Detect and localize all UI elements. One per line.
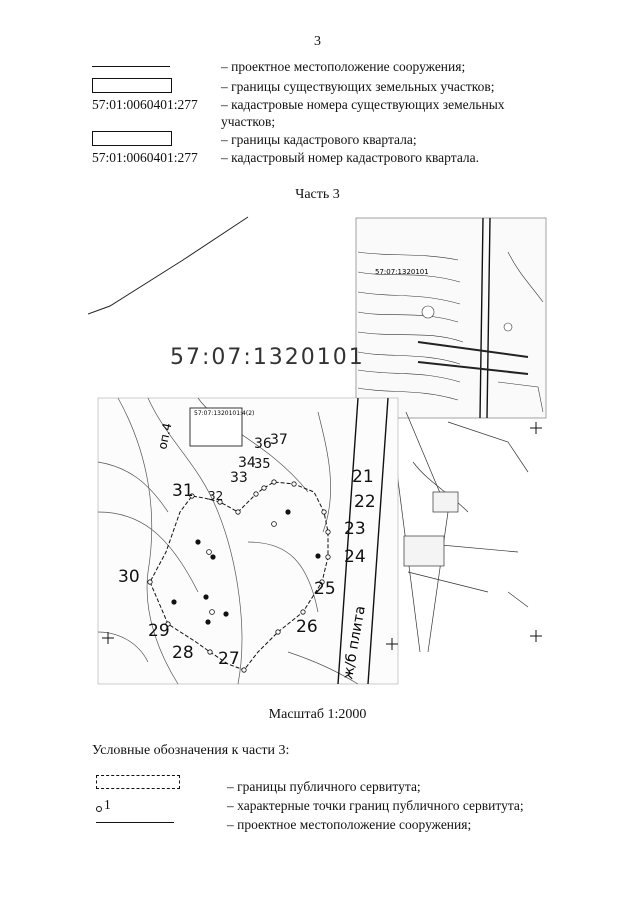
part3-legend-title: Условные обозначения к части 3: [92,743,290,758]
point-label-31: 31 [172,481,194,501]
point-label-29: 29 [148,621,170,641]
legend-text-parcels: – границы существующих земельных участков; [221,79,495,94]
point-label-27: 27 [218,649,240,669]
point-label-22: 22 [354,492,376,512]
legend-quarter-number-sample: 57:01:0060401:277 [92,150,198,165]
quarter-label: 57:07:1320101 [170,345,365,370]
point-label-34: 34 [238,455,256,471]
legend-text-easement-boundary: – границы публичного сервитута; [227,779,421,794]
map-svg [88,212,548,687]
cadastral-map [88,212,548,687]
legend-quarter-rect-symbol [92,131,172,146]
point-label-30: 30 [118,567,140,587]
legend-text-quarter: – границы кадастрового квартала; [221,132,417,147]
point-label-25: 25 [314,579,336,599]
legend-text-cadastral-numbers: – кадастровые номера существующих земельных [221,97,505,112]
point-label-35: 35 [254,457,271,472]
lower-topographic-strip [388,402,528,652]
topographic-strip [356,218,546,418]
point-label-32: 32 [208,489,224,503]
point-label-23: 23 [344,519,366,539]
map-scale: Масштаб 1:2000 [268,707,367,722]
legend-easement-dashed-symbol [96,775,180,789]
legend-text-structure: – проектное местоположение сооружения; [221,59,466,74]
page-number: 3 [314,34,321,49]
legend-text-easement-points: – характерные точки границ публичного сервитута; [227,798,524,813]
edge-crosses [530,422,542,642]
point-label-36: 36 [254,436,272,452]
road-label: ж/б плита [340,604,369,681]
parcel-label: 57:07:1320101:4(2) [194,410,255,417]
point-label-21: 21 [352,467,374,487]
legend-text-cadastral-numbers-cont: участков; [221,114,276,129]
point-label-28: 28 [172,643,194,663]
point-label-24: 24 [344,547,366,567]
legend-text-quarter-number: – кадастровый номер кадастрового квартала. [221,150,480,165]
legend-parcel-rect-symbol [92,78,172,93]
legend-point-symbol [96,806,102,812]
quarter-boundary-line [88,217,248,314]
point-label-26: 26 [296,617,318,637]
inset-map [98,398,398,684]
point-label-37: 37 [270,432,288,448]
plot-label: оп.4 [155,421,175,451]
legend-structure-line-symbol [96,822,174,823]
legend-cadastral-number-sample: 57:01:0060401:277 [92,97,198,112]
section-title: Часть 3 [295,187,340,202]
legend-text-structure-location: – проектное местоположение сооружения; [227,817,472,832]
strip-quarter-label: 57:07:1320101 [375,268,429,276]
legend-point-number: 1 [104,797,111,812]
legend-line-symbol [92,66,170,67]
point-label-33: 33 [230,470,248,486]
